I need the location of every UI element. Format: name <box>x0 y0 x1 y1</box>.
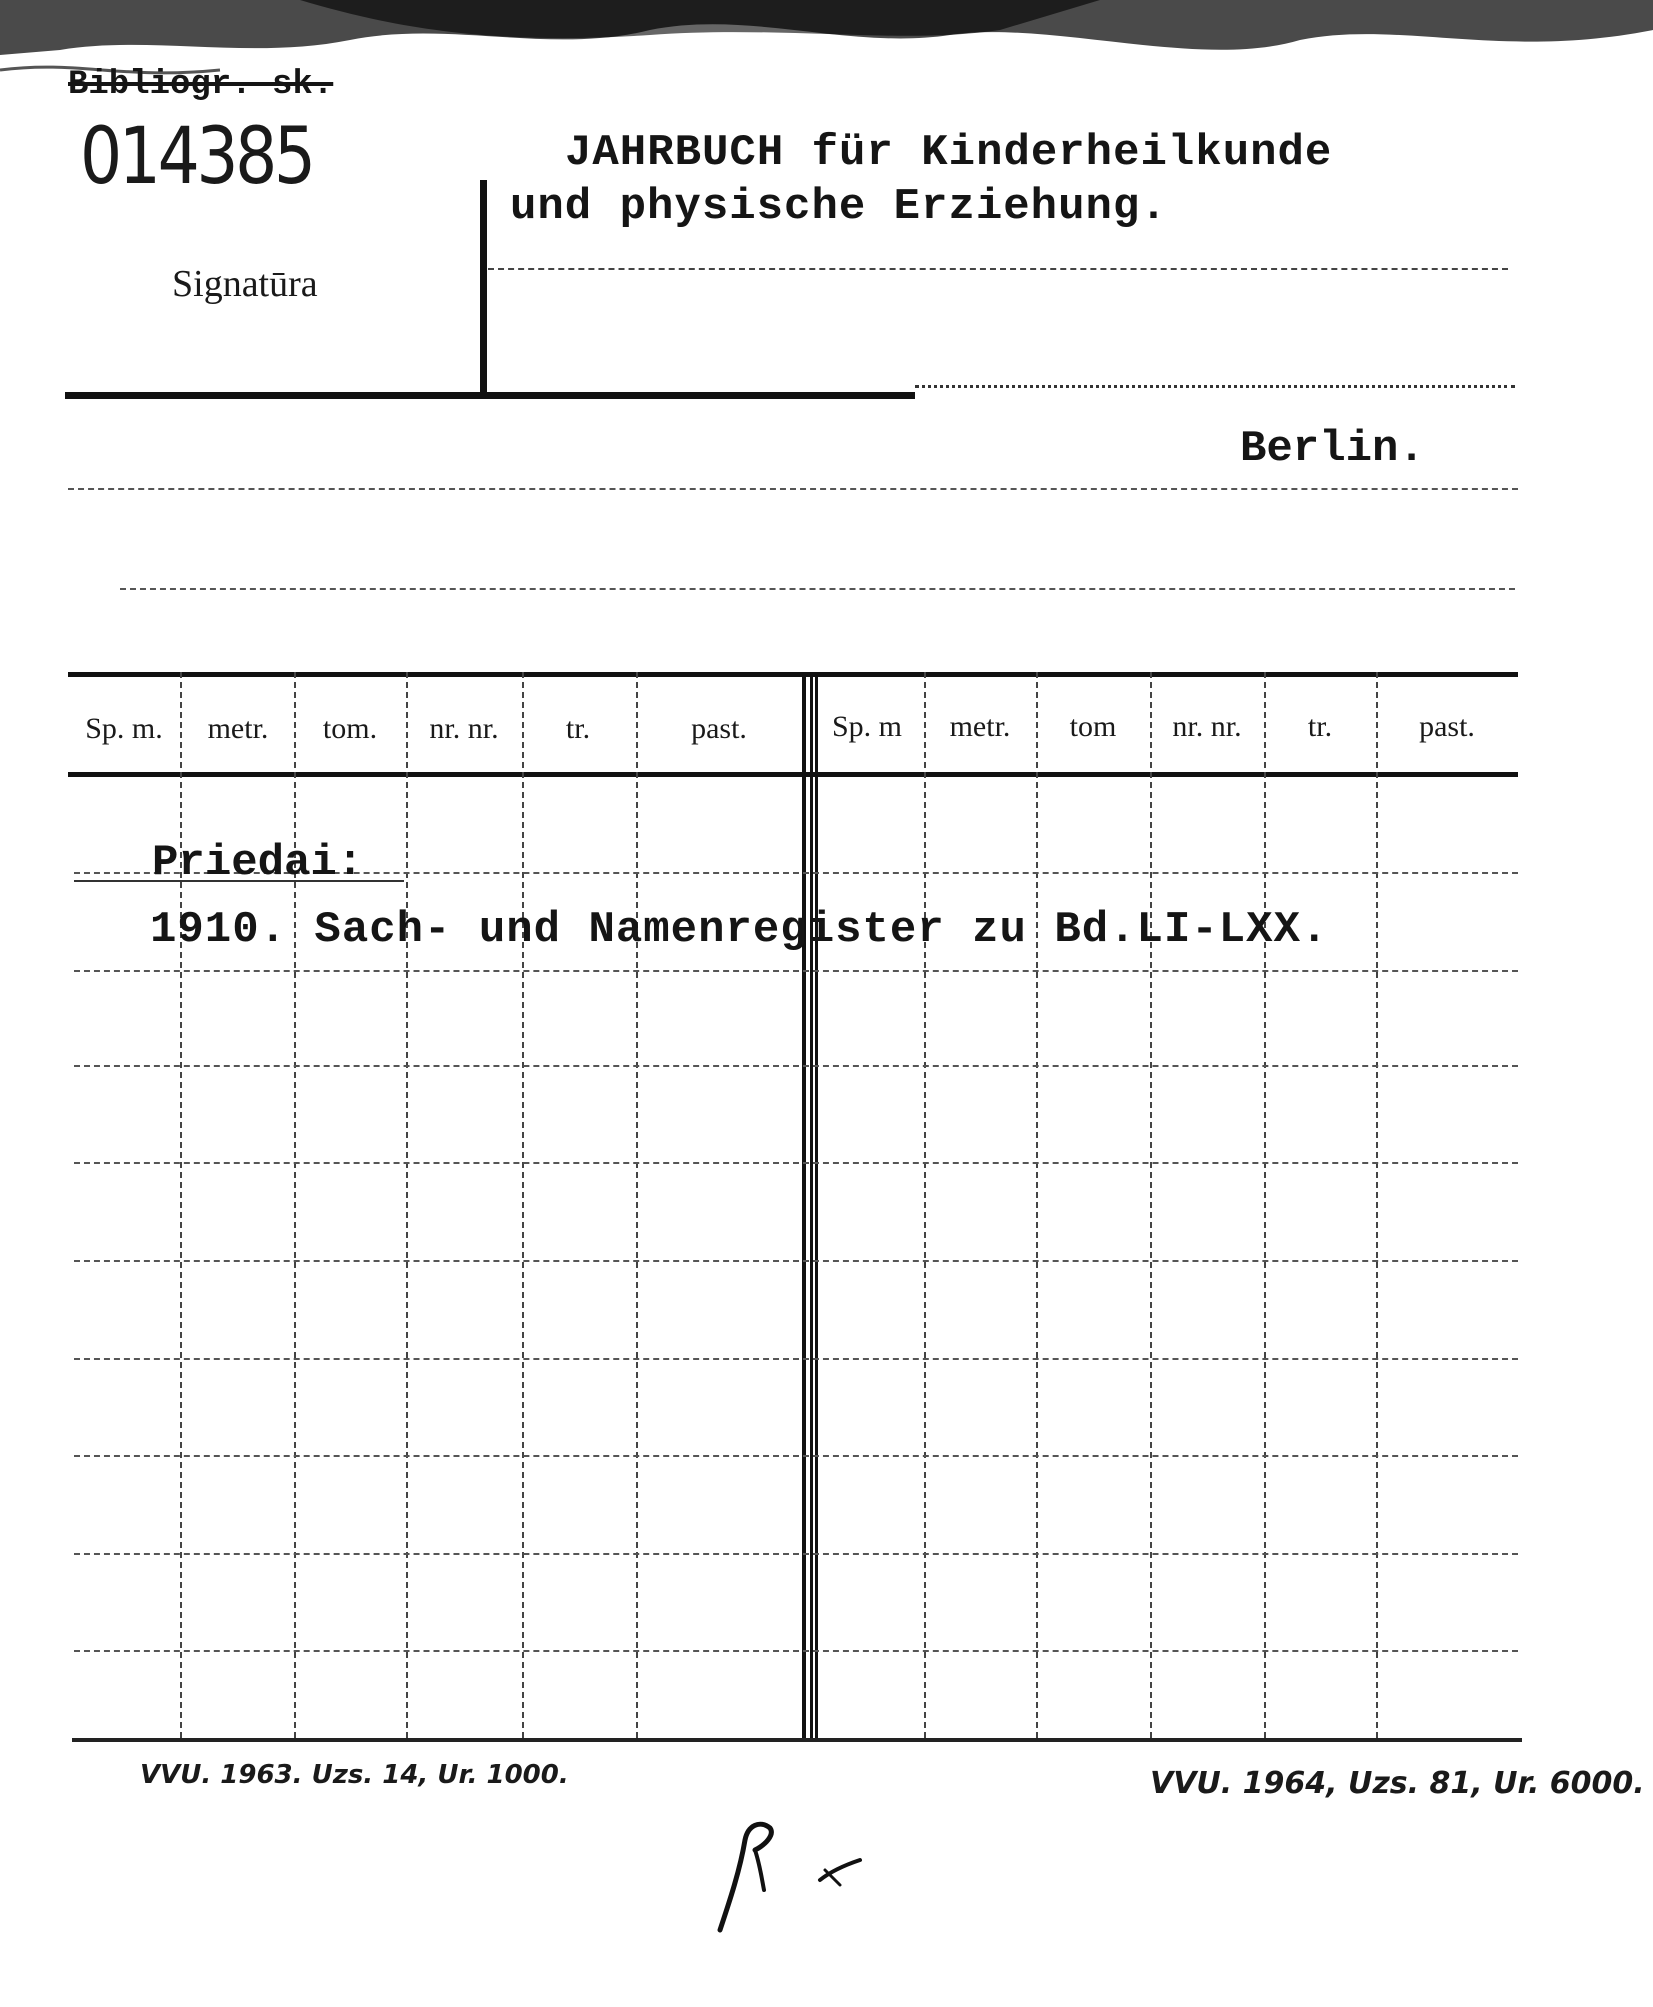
grid-row-line <box>74 970 1518 972</box>
place: Berlin. <box>1240 424 1425 474</box>
title-line-1: JAHRBUCH für Kinderheilkunde <box>565 128 1333 178</box>
grid-row-line <box>74 1162 1518 1164</box>
grid-column-line <box>406 672 408 1738</box>
table-bottom-rule <box>72 1738 1522 1742</box>
handwritten-signature <box>700 1810 900 1940</box>
grid-column-line <box>1376 672 1378 1738</box>
grid-column-line <box>1264 672 1266 1738</box>
header-divider <box>480 180 487 392</box>
grid-column-line <box>924 672 926 1738</box>
grid-column-line <box>1150 672 1152 1738</box>
col-header: tom. <box>322 712 378 745</box>
grid-column-line <box>180 672 182 1738</box>
header-bottom-rule-dotted <box>915 385 1515 388</box>
col-header: past. <box>1419 710 1475 743</box>
grid-center-divider <box>802 672 806 1738</box>
col-header: metr. <box>207 712 269 745</box>
note-right: VVU. 1964, Uzs. 81, Ur. 6000. <box>1150 1766 1645 1801</box>
col-header: past. <box>691 712 747 745</box>
entry-label: Priedai: <box>152 838 364 888</box>
grid-row-line <box>74 1455 1518 1457</box>
col-header: nr. nr. <box>429 712 499 745</box>
entry-label-underline <box>74 880 404 882</box>
col-header: nr. nr. <box>1172 710 1242 743</box>
col-header: tr. <box>1307 710 1333 743</box>
grid-column-line <box>1036 672 1038 1738</box>
table-header-rule <box>68 772 1518 777</box>
grid-column-line <box>294 672 296 1738</box>
header-bottom-rule <box>65 392 915 399</box>
grid-column-line <box>522 672 524 1738</box>
grid-row-line <box>74 1260 1518 1262</box>
rule-place <box>68 488 1518 490</box>
crossed-label: Bibliogr. sk. <box>68 66 334 104</box>
grid-row-line <box>74 1553 1518 1555</box>
col-header: tr. <box>565 712 591 745</box>
grid-row-line <box>74 1065 1518 1067</box>
col-header: metr. <box>949 710 1011 743</box>
record-number: 014385 <box>80 112 313 202</box>
col-header: Sp. m <box>831 710 903 743</box>
rule-blank <box>120 588 1515 590</box>
note-left: VVU. 1963. Uzs. 14, Ur. 1000. <box>140 1760 569 1790</box>
table-top-rule <box>68 672 1518 677</box>
grid-row-line <box>74 1358 1518 1360</box>
grid-row-line <box>74 1650 1518 1652</box>
col-header: tom <box>1069 710 1117 743</box>
grid-column-line <box>810 672 818 1738</box>
title-rule <box>488 268 1508 270</box>
title-line-2: und physische Erziehung. <box>510 182 1168 232</box>
grid-column-line <box>636 672 638 1738</box>
signature-label: Signatūra <box>172 263 318 305</box>
col-header: Sp. m. <box>85 712 163 745</box>
entry-line: 1910. Sach- und Namenregister zu Bd.LI-LXX. <box>150 905 1329 955</box>
